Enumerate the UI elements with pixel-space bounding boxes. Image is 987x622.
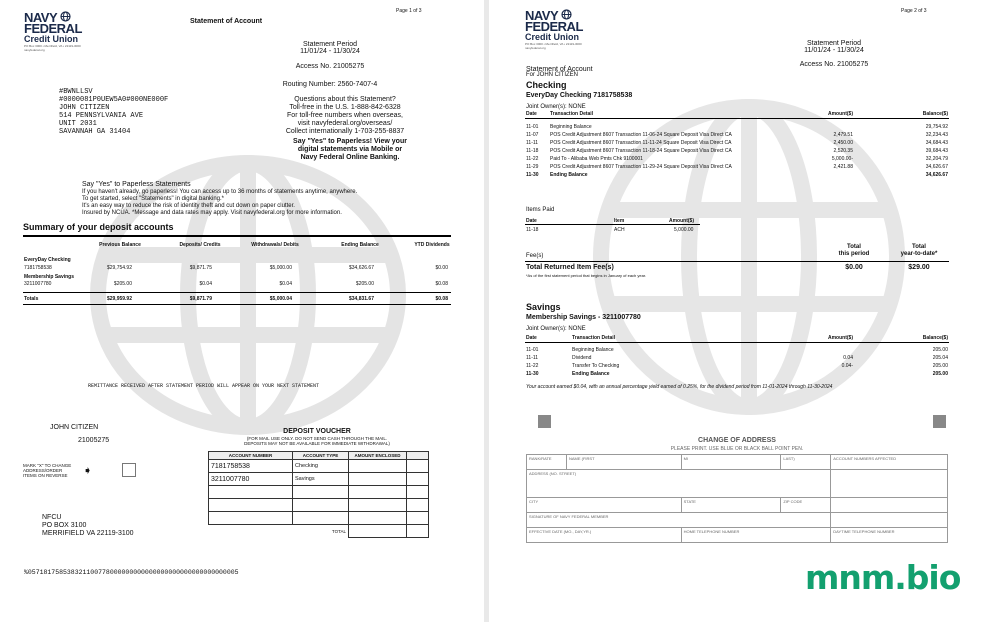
summary-total-cell: $5,000.04 (269, 296, 292, 302)
txn-date: 11-30 (526, 371, 539, 377)
returned-fee-period: $0.00 (845, 264, 863, 271)
txn-date: 11-30 (526, 172, 539, 178)
tollfree-text: Toll-free in the U.S. 1-888-842-6328 (289, 104, 401, 111)
page-number: Page 1 of 3 (396, 8, 422, 14)
txn-balance: 29,754.92 (925, 124, 948, 130)
paperless-line: It's an easy way to reduce the risk of identity theft and cut down on paper clutter. (82, 203, 295, 209)
tollfree-overseas-text: For toll-free numbers when overseas, (287, 112, 403, 119)
returned-fee-note: *As of the first statement period that begins in January of each year. (526, 273, 647, 278)
summary-header: Previous Balance (99, 242, 141, 248)
soa-label: Statement of Account (526, 66, 593, 73)
coa-field-accounts-cont[interactable] (831, 498, 948, 513)
txn-date: 11-11 (526, 140, 539, 146)
summary-row-num: 7181758538 (24, 265, 52, 271)
brand-line2: FEDERAL (525, 19, 583, 34)
summary-cell: $9,871.75 (189, 265, 212, 271)
savings-title: Savings (526, 302, 561, 312)
statement-page-1 (0, 0, 484, 622)
txn-detail: POS Credit Adjustment 8607 Transaction 11-18-24 Square Deposit Visa Direct CA (550, 148, 732, 154)
coa-field-mi[interactable]: MI (681, 455, 781, 470)
soa-for: For JOHN CITIZEN (526, 72, 578, 78)
summary-total-cell: $34,831.67 (348, 296, 374, 302)
summary-header: Ending Balance (341, 242, 379, 248)
joint-owner: Joint Owner(s): NONE (526, 326, 586, 332)
amount-enclosed-input[interactable] (349, 460, 407, 473)
summary-row-name: EveryDay Checking (24, 257, 71, 263)
nfcu-line: MERRIFIELD VA 22119-3100 (42, 530, 134, 537)
summary-cell: $0.08 (435, 281, 448, 287)
voucher-header: ACCOUNT TYPE (293, 452, 349, 460)
summary-bottom-rule (23, 304, 451, 305)
coa-field-effective-date[interactable]: EFFECTIVE DATE (MO., DAY,YR.) (527, 528, 682, 543)
summary-row-num: 3211007780 (24, 281, 52, 287)
period-label: Statement Period (302, 41, 358, 48)
voucher-account-type: Checking (293, 460, 349, 473)
micr-line: %057181758538321100778000000000000000000000000000000005 (24, 569, 239, 576)
voucher-cell (407, 499, 429, 512)
joint-owner: Joint Owner(s): NONE (526, 104, 586, 110)
coa-field-city[interactable]: CITY (527, 498, 682, 513)
txn-amount: 0.04 (843, 355, 853, 361)
txn-detail: Transfer To Checking (572, 363, 620, 369)
summary-cell: $0.00 (435, 265, 448, 271)
summary-cell: $205.00 (113, 281, 132, 287)
txn-detail: POS Credit Adjustment 8607 Transaction 11-06-24 Square Deposit Visa Direct CA (550, 132, 732, 138)
items-cell: 5,000.00 (674, 227, 694, 233)
summary-cell: $0.04 (199, 281, 212, 287)
contact-block (270, 96, 420, 136)
txn-balance: 32,204.79 (925, 156, 948, 162)
col-amount: Amount($) (828, 111, 853, 117)
fees-header-line: this period (838, 251, 870, 257)
savings-note: Your account earned $0.04, with an annual percentage yield earned of 0.25%, for the dividend period from 11-01-2024 through 11-30-2024 (526, 384, 833, 390)
items-header: Amount($) (669, 218, 694, 224)
fees-header-line: year-to-date* (900, 251, 938, 257)
address-line: UNIT 2031 (59, 120, 97, 128)
amount-enclosed-input[interactable] (349, 473, 407, 486)
savings-account: Membership Savings - 3211007780 (526, 314, 641, 321)
col-date: Date (526, 111, 537, 117)
voucher-cell (407, 486, 429, 499)
paperless-promo (270, 138, 430, 162)
txn-date: 11-01 (526, 124, 539, 130)
txn-balance: 32,234.43 (925, 132, 948, 138)
voucher-instructions (209, 436, 425, 446)
total-enclosed-input[interactable] (349, 525, 407, 538)
brand-line1: NAVY (525, 8, 559, 23)
address-line: 514 PENNSYLVANIA AVE (59, 112, 144, 120)
promo-line1: Say "Yes" to Paperless! View your (293, 138, 407, 145)
summary-title: Summary of your deposit accounts (23, 222, 174, 232)
paperless-line: If you haven't already, go paperless! You can access up to 36 months of statements anytime, anywhere. (82, 189, 358, 195)
txn-detail: Ending Balance (550, 172, 588, 178)
voucher-account-type: Savings (293, 473, 349, 486)
mark-line: ADDRESS/ORDER (23, 468, 63, 473)
brand-logo (525, 10, 583, 50)
mark-change-text (23, 463, 71, 478)
voucher-name: JOHN CITIZEN (50, 424, 99, 431)
brand-url: navyfederal.org (525, 46, 546, 50)
savings-rule (525, 342, 949, 343)
txn-date: 11-22 (526, 156, 539, 162)
txn-date: 11-29 (526, 164, 539, 170)
period-label: Statement Period (806, 40, 862, 47)
txn-amount: 0.04- (841, 363, 853, 369)
promo-line3: Navy Federal Online Banking. (300, 154, 400, 161)
summary-cell: $34,626.67 (348, 265, 374, 271)
voucher-total-label: TOTAL (331, 528, 346, 534)
txn-amount: 2,479.51 (833, 132, 853, 138)
txn-amount: 2,520.35 (833, 148, 853, 154)
amount-enclosed-input[interactable] (349, 486, 407, 499)
voucher-instruction-line: DEPOSITS MAY NOT BE AVAILABLE FOR IMMEDIATE WITHDRAWAL) (244, 441, 390, 446)
access-number: Access No. 21005275 (799, 61, 869, 68)
amount-enclosed-input[interactable] (349, 512, 407, 525)
summary-header: Deposits/ Credits (179, 242, 221, 248)
txn-balance: 39,684.43 (925, 148, 948, 154)
items-rule (525, 224, 700, 225)
page-title: Statement of Account (190, 18, 263, 25)
coa-subtitle: PLEASE PRINT. USE BLUE OR BLACK BALL POINT PEN. (670, 446, 804, 452)
txn-amount: 5,000.00- (831, 156, 853, 162)
statement-page-2 (489, 0, 987, 622)
address-line: #BWNLLSV (59, 88, 93, 96)
globe-logo-icon (60, 11, 71, 22)
txn-date: 11-22 (526, 363, 539, 369)
coa-field-last-name[interactable]: LAST) (781, 455, 831, 470)
brand-line3: Credit Union (24, 34, 78, 44)
watermark-text: mnm.bio (805, 558, 961, 597)
txn-balance: 205.00 (932, 363, 948, 369)
returned-fee-ytd: $29.00 (908, 264, 930, 271)
voucher-header: ACCOUNT NUMBER (209, 452, 293, 460)
voucher-cell (293, 499, 349, 512)
summary-cell: $205.00 (355, 281, 374, 287)
remittance-notice: REMITTANCE RECEIVED AFTER STATEMENT PERIOD WILL APPEAR ON YOUR NEXT STATEMENT (88, 383, 320, 389)
txn-date: 11-07 (526, 132, 539, 138)
coa-field-accounts[interactable]: ACCOUNT NUMBERS AFFECTED (831, 455, 948, 470)
arrow-right-icon: ➧ (83, 465, 93, 477)
paperless-heading: Say "Yes" to Paperless Statements (82, 181, 191, 188)
col-amount: Amount($) (828, 335, 853, 341)
registration-mark (933, 415, 946, 428)
questions-text: Questions about this Statement? (294, 96, 396, 103)
voucher-cell (209, 499, 293, 512)
checking-account: EveryDay Checking 7181758538 (526, 92, 633, 99)
voucher-cell (209, 525, 293, 538)
txn-amount: 2,421.88 (833, 164, 853, 170)
summary-header: Withdrawals/ Debits (251, 242, 299, 248)
coa-field-home-phone[interactable]: HOME TELEPHONE NUMBER (681, 528, 831, 543)
coa-field-blank (831, 513, 948, 528)
brand-address: PO Box 3000 • Merrifield, VA • 22119-3000 (525, 42, 582, 46)
change-address-checkbox[interactable] (122, 463, 136, 477)
brand-address: PO Box 3000 • Merrifield, VA • 22119-3000 (24, 44, 81, 48)
brand-url: navyfederal.org (24, 48, 45, 52)
items-header: Item (614, 218, 625, 224)
summary-cell: $29,754.92 (106, 265, 132, 271)
returned-fee-label: Total Returned Item Fee(s) (526, 264, 614, 271)
txn-date: 11-18 (526, 148, 539, 154)
summary-total-cell: $9,871.79 (189, 296, 212, 302)
paperless-line: Insured by NCUA. *Message and data rates may apply. Visit navyfederal.org for more information. (82, 210, 342, 216)
txn-balance: 205.04 (932, 355, 948, 361)
amount-enclosed-input[interactable] (349, 499, 407, 512)
summary-total-cell: $0.08 (435, 296, 448, 302)
coa-field-state[interactable]: STATE (681, 498, 781, 513)
summary-row-name: Membership Savings (24, 274, 75, 280)
overseas-link[interactable]: visit navyfederal.org/overseas/ (297, 120, 393, 127)
voucher-instruction-line: (FOR MAIL USE ONLY. DO NOT SEND CASH THROUGH THE MAIL. (246, 436, 388, 441)
items-header: Date (526, 218, 537, 224)
coa-field-first-name[interactable]: NAME (FIRST (566, 455, 681, 470)
access-number: Access No. 21005275 (295, 63, 365, 70)
txn-detail: Beginning Balance (550, 124, 592, 130)
voucher-cell (407, 473, 429, 486)
routing-number: Routing Number: 2560-7407-4 (282, 81, 378, 88)
watermark-logo (805, 558, 960, 597)
address-line: JOHN CITIZEN (59, 104, 110, 112)
txn-balance: 34,684.43 (925, 140, 948, 146)
txn-detail: Dividend (572, 355, 592, 361)
checking-title: Checking (526, 80, 567, 90)
voucher-cell (407, 460, 429, 473)
mark-line: ITEMS ON REVERSE (23, 473, 68, 478)
voucher-cell (407, 525, 429, 538)
coa-field-address[interactable]: ADDRESS (NO. STREET) (527, 470, 831, 498)
col-detail: Transaction Detail (550, 111, 594, 117)
coa-field-rank[interactable]: RANK/RATE (527, 455, 567, 470)
voucher-header: AMOUNT ENCLOSED (349, 452, 407, 460)
coa-field-day-phone[interactable]: DAYTIME TELEPHONE NUMBER (831, 528, 948, 543)
txn-detail: Ending Balance (572, 371, 610, 377)
txn-detail: Paid To - Alibaba Web Pmts Chk 9100001 (550, 156, 643, 162)
mark-line: MARK "X" TO CHANGE (23, 463, 72, 468)
txn-detail: Beginning Balance (572, 347, 614, 353)
voucher-cell (209, 486, 293, 499)
paperless-notice (82, 181, 357, 217)
summary-total-name: Totals (24, 296, 39, 302)
items-cell: 11-18 (526, 227, 539, 233)
registration-mark (538, 415, 551, 428)
items-cell: ACH (614, 227, 625, 233)
voucher-cell (293, 512, 349, 525)
voucher-cell (209, 512, 293, 525)
summary-total-rule (23, 292, 451, 293)
coa-title: CHANGE OF ADDRESS (698, 437, 776, 444)
voucher-account-number: 3211007780 (209, 473, 293, 486)
txn-balance: 34,626.67 (925, 164, 948, 170)
paperless-line: To get started, select "Statements" in digital banking.* (82, 196, 225, 202)
brand-line2: FEDERAL (24, 21, 82, 36)
voucher-access: 21005275 (78, 437, 110, 444)
summary-cell: $0.04 (279, 281, 292, 287)
coa-field-accounts-cont[interactable] (831, 470, 948, 498)
brand-logo (24, 12, 82, 52)
coa-field-zip[interactable]: ZIP CODE (781, 498, 831, 513)
col-date: Date (526, 335, 537, 341)
txn-balance: 34,626.67 (925, 172, 948, 178)
nfcu-address (42, 514, 134, 538)
globe-logo-icon (561, 9, 572, 20)
nfcu-line: PO BOX 3100 (42, 522, 87, 529)
fees-header-line: Total (847, 244, 861, 250)
voucher-cell (293, 486, 349, 499)
coa-field-signature[interactable]: SIGNATURE OF NAVY FEDERAL MEMBER (527, 513, 831, 528)
address-line: #0000081P0UEW5A0#000NE000F (59, 96, 169, 104)
period-dates: 11/01/24 - 11/30/24 (804, 47, 864, 54)
voucher-cell (407, 512, 429, 525)
col-balance: Balance($) (922, 111, 948, 117)
col-detail: Transaction Detail (572, 335, 616, 341)
promo-line2: digital statements via Mobile or (297, 146, 403, 153)
fees-rule (525, 261, 949, 262)
summary-total-cell: $29,959.92 (106, 296, 132, 302)
voucher-title: DEPOSIT VOUCHER (283, 428, 351, 435)
summary-header: YTD Dividends (414, 242, 450, 248)
change-of-address-form (526, 454, 948, 543)
voucher-cell (407, 452, 429, 460)
address-line: SAVANNAH GA 31404 (59, 128, 131, 136)
txn-balance: 205.00 (932, 347, 948, 353)
mailing-address (59, 88, 168, 136)
brand-line3: Credit Union (525, 32, 579, 42)
period-dates: 11/01/24 - 11/30/24 (300, 48, 360, 55)
txn-date: 11-01 (526, 347, 539, 353)
col-balance: Balance($) (922, 335, 948, 341)
summary-rule (23, 235, 451, 237)
txn-detail: POS Credit Adjustment 8607 Transaction 11-29-24 Square Deposit Visa Direct CA (550, 164, 732, 170)
txn-date: 11-11 (526, 355, 539, 361)
summary-cell: $5,000.00 (269, 265, 292, 271)
nfcu-line: NFCU (42, 514, 62, 521)
items-paid-title: Items Paid (526, 207, 555, 213)
fees-ytd-header (887, 244, 951, 258)
txn-balance: 205.00 (932, 371, 948, 377)
brand-line1: NAVY (24, 10, 58, 25)
txn-amount: 2,450.00 (833, 140, 853, 146)
fees-total-header (824, 244, 884, 258)
checking-rule (525, 118, 949, 119)
fees-label: Fee(s) (526, 253, 544, 259)
intl-text: Collect internationally 1-703-255-8837 (285, 128, 405, 135)
fees-header-line: Total (912, 244, 926, 250)
voucher-account-number: 7181758538 (209, 460, 293, 473)
page-number: Page 2 of 3 (901, 8, 927, 14)
txn-detail: POS Credit Adjustment 8607 Transaction 11-11-24 Square Deposit Visa Direct CA (550, 140, 732, 146)
deposit-voucher-table (208, 451, 429, 538)
